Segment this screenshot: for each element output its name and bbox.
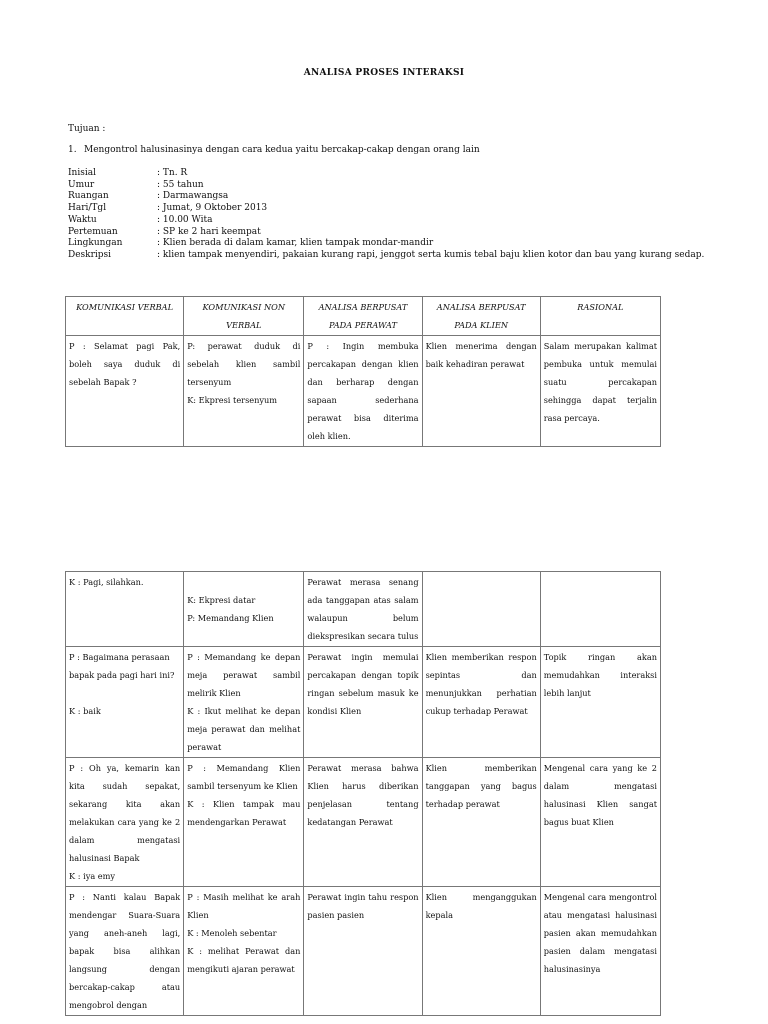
- cell-verbal: [66, 647, 184, 758]
- info-key: Waktu: [68, 214, 97, 225]
- info-key: Hari/Tgl: [68, 203, 107, 214]
- cell-rasional: Salam merupakan kalimat pembuka untuk memulai suatu percakapan sehingga dapat terjalin rasa percaya.: [540, 336, 660, 447]
- info-key: Deskripsi: [68, 249, 112, 260]
- cell-line: P : Memandang ke depan meja perawat sambil melirik Klien: [187, 652, 301, 698]
- tujuan-label: Tujuan :: [68, 124, 106, 134]
- cell-rasional: [540, 572, 660, 647]
- cell-nonverbal: [184, 572, 304, 647]
- cell-nonverbal: [184, 336, 304, 447]
- info-value: : 10.00 Wita: [157, 214, 213, 225]
- cell-analisa-perawat: Perawat merasa bahwa Klien harus diberikan penjelasan tentang kedatangan Perawat: [304, 758, 422, 887]
- table-row: [66, 572, 661, 647]
- info-row: [68, 191, 704, 203]
- info-key: Pertemuan: [68, 226, 118, 237]
- header-analisa-klien: ANALISA BERPUSAT PADA KLIEN: [422, 297, 540, 336]
- cell-line: P : Oh ya, kemarin kan kita sudah sepakat, sekarang kita akan melakukan cara yang ke 2 dalam mengatasi halusinasi Bapak: [69, 763, 181, 863]
- cell-line: K: Ekpresi datar: [187, 595, 256, 605]
- table-row: [66, 336, 661, 447]
- cell-nonverbal: [184, 647, 304, 758]
- info-row: [68, 250, 704, 262]
- cell-verbal: K : Pagi, silahkan.: [66, 572, 184, 647]
- cell-line: P: Memandang Klien: [187, 613, 274, 623]
- info-key: Umur: [68, 179, 95, 190]
- header-row: [66, 297, 661, 336]
- cell-rasional: Mengenal cara mengontrol atau mengatasi halusinasi pasien akan memudahkan pasien dalam mengatasi halusinasinya: [540, 887, 660, 1016]
- cell-line: P : Bagaimana perasaan bapak pada pagi hari ini?: [69, 652, 175, 680]
- info-value: : Darmawangsa: [157, 191, 229, 202]
- cell-nonverbal: [184, 887, 304, 1016]
- cell-line: K : Menoleh sebentar: [187, 928, 277, 938]
- interaction-table-header: [65, 296, 661, 447]
- cell-line: K : Ikut melihat ke depan meja perawat dan melihat perawat: [187, 706, 301, 752]
- cell-line: P: perawat duduk di sebelah klien sambil tersenyum: [187, 341, 301, 387]
- page-title: ANALISA PROSES INTERAKSI: [303, 68, 465, 78]
- cell-analisa-perawat: Perawat ingin tahu respon pasien pasien: [304, 887, 422, 1016]
- interaction-table-continued: [65, 571, 661, 1016]
- objective: [68, 145, 480, 155]
- cell-line: K : Klien tampak mau mendengarkan Perawat: [187, 799, 301, 827]
- objective-text: Mengontrol halusinasinya dengan cara kedua yaitu bercakap-cakap dengan orang lain: [84, 145, 480, 155]
- header-analisa-perawat: ANALISA BERPUSAT PADA PERAWAT: [304, 297, 422, 336]
- cell-verbal: P : Selamat pagi Pak, boleh saya duduk di sebelah Bapak ?: [66, 336, 184, 447]
- header-verbal: KOMUNIKASI VERBAL: [66, 297, 184, 336]
- info-value: : SP ke 2 hari keempat: [157, 226, 261, 237]
- cell-line: K : iya emy: [69, 871, 116, 881]
- cell-line: K : melihat Perawat dan mengikuti ajaran perawat: [187, 946, 301, 974]
- cell-analisa-perawat: Perawat ingin memulai percakapan dengan topik ringan sebelum masuk ke kondisi Klien: [304, 647, 422, 758]
- header-nonverbal: KOMUNIKASI NON VERBAL: [184, 297, 304, 336]
- cell-line: K: Ekpresi tersenyum: [187, 395, 278, 405]
- info-key: Inisial: [68, 168, 96, 178]
- cell-nonverbal: [184, 758, 304, 887]
- cell-analisa-perawat: Perawat merasa senang ada tanggapan atas salam walaupun belum diekspresikan secara tulus: [304, 572, 422, 647]
- cell-analisa-klien: [422, 572, 540, 647]
- info-row: [68, 227, 704, 239]
- header-rasional: RASIONAL: [540, 297, 660, 336]
- info-value: : Tn. R: [157, 168, 188, 178]
- patient-info: [68, 168, 704, 262]
- cell-line: P : Memandang Klien sambil tersenyum ke Klien: [187, 763, 301, 791]
- cell-line: K : baik: [69, 706, 101, 716]
- table-row: [66, 758, 661, 887]
- cell-analisa-klien: Klien memberikan respon sepintas dan menunjukkan perhatian cukup terhadap Perawat: [422, 647, 540, 758]
- cell-analisa-klien: Klien menganggukan kepala: [422, 887, 540, 1016]
- cell-analisa-klien: Klien memberikan tanggapan yang bagus terhadap perawat: [422, 758, 540, 887]
- cell-analisa-klien: Klien menerima dengan baik kehadiran perawat: [422, 336, 540, 447]
- info-row: [68, 238, 704, 250]
- info-value: : Jumat, 9 Oktober 2013: [157, 203, 268, 214]
- cell-verbal: P : Nanti kalau Bapak mendengar Suara-Suara yang aneh-aneh lagi, bapak bisa alihkan langsung dengan bercakap-cakap atau mengobrol dengan: [66, 887, 184, 1016]
- cell-verbal: [66, 758, 184, 887]
- info-row: [68, 180, 704, 192]
- cell-line: P : Masih melihat ke arah Klien: [187, 892, 301, 920]
- info-value: : Klien berada di dalam kamar, klien tampak mondar-mandir: [157, 238, 434, 249]
- table-row: [66, 647, 661, 758]
- info-key: Ruangan: [68, 191, 109, 202]
- info-row: [68, 215, 704, 227]
- info-value: : 55 tahun: [157, 179, 204, 190]
- info-row: [68, 203, 704, 215]
- info-row: [68, 168, 704, 180]
- info-value: : klien tampak menyendiri, pakaian kurang rapi, jenggot serta kumis tebal baju klien kotor dan bau yang kurang sedap.: [157, 249, 705, 260]
- cell-rasional: Mengenal cara yang ke 2 dalam mengatasi halusinasi Klien sangat bagus buat Klien: [540, 758, 660, 887]
- cell-analisa-perawat: P : Ingin membuka percakapan dengan klien dan berharap dengan sapaan sederhana perawat bisa diterima oleh klien.: [304, 336, 422, 447]
- table-row: [66, 887, 661, 1016]
- cell-rasional: Topik ringan akan memudahkan interaksi lebih lanjut: [540, 647, 660, 758]
- objective-number: 1.: [68, 145, 77, 155]
- info-key: Lingkungan: [68, 238, 123, 249]
